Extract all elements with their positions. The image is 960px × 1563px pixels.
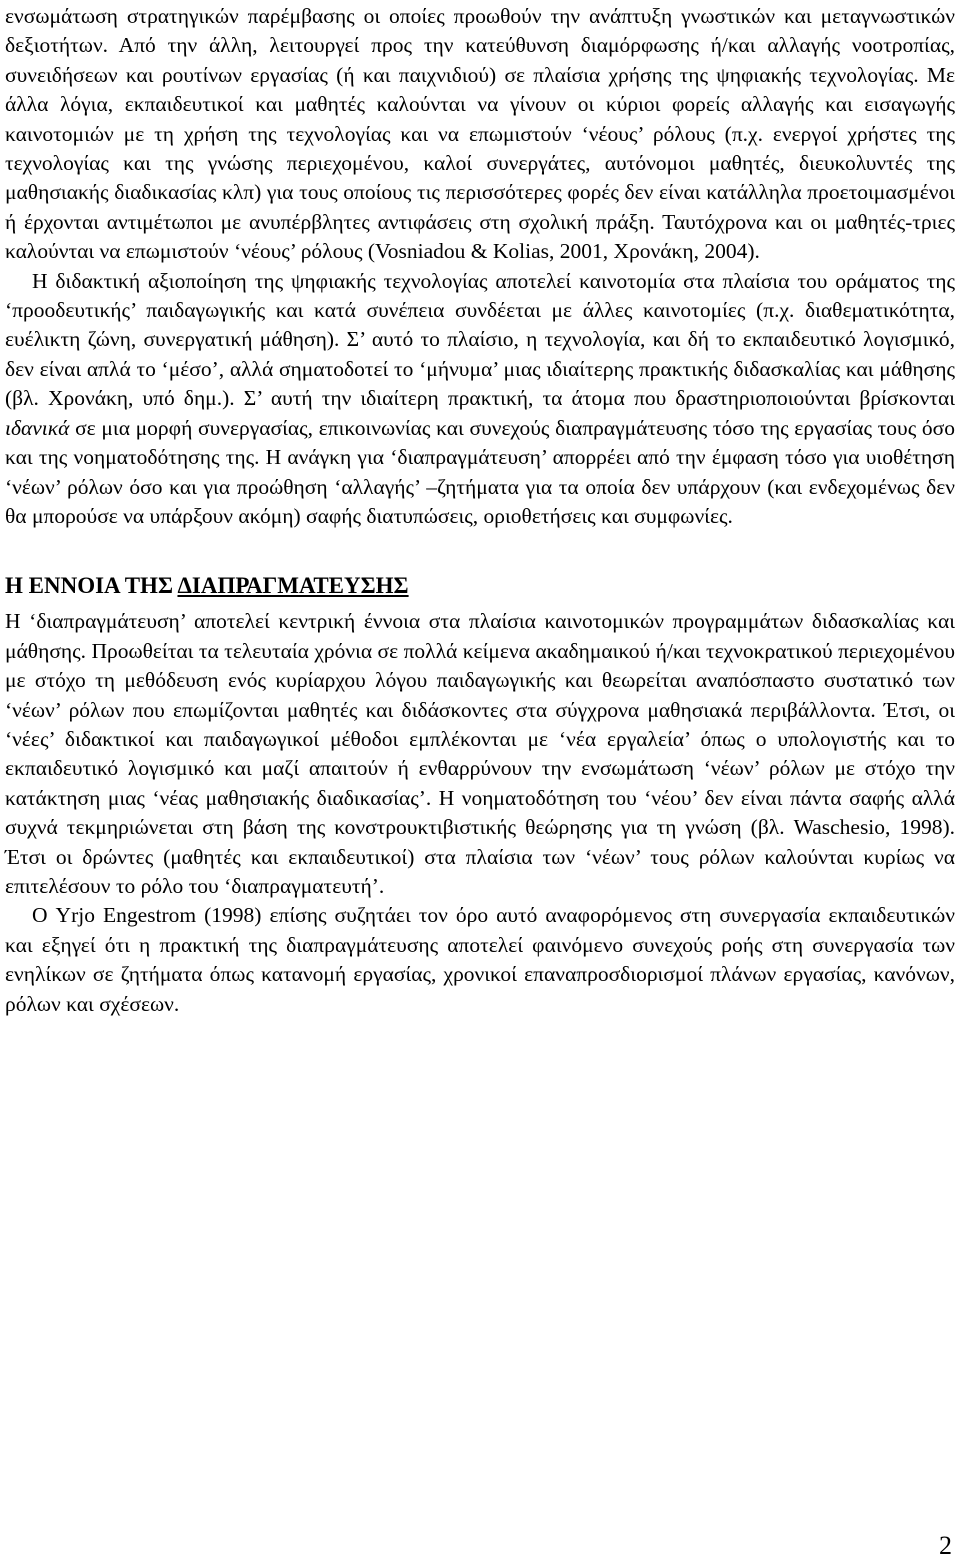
paragraph-negotiation: Η ‘διαπραγμάτευση’ αποτελεί κεντρική έννοια στα πλαίσια καινοτομικών προγραμμάτων διδασκαλίας και μάθησης. Προωθείται τα τελευταία χρόνια σε πολλά κείμενα ακαδημαικού ή/και τεχνοκρατικού περιεχομένου με στόχο τη μεθόδευση ενός κυρίαρχου λόγου παιδαγωγικής και θεωρείται αναπόσπαστο συστατικό των ‘νέων’ ρόλων που επωμίζονται μαθητές και διδάσκοντες στα σύγχρονα μαθησιακά περιβάλλοντα. Έτσι, οι ‘νέες’ διδακτικοί και παιδαγωγικοί μέθοδοι εμπλέκονται με ‘νέα εργαλεία’ όπως ο υπολογιστής και το εκπαιδευτικό λογισμικό και μαζί απαιτούν ή ενθαρρύνουν την ενσωμάτωση ‘νέων’ ρόλων με στόχο την κατάκτηση μιας ‘νέας μαθησιακής διαδικασίας’. Η νοηματοδότηση του ‘νέου’ δεν είναι πάντα σαφής αλλά συχνά τεκμηριώνεται στη βάση της κονστρουκτιβιστικής θεώρησης για τη γνώση (βλ. Waschesio, 1998). Έτσι οι δρώντες (μαθητές και εκπαιδευτικοί) στα πλαίσια των ‘νέων’ τους ρόλων καλούνται κυρίως να επιτελέσουν το ρόλο του ‘διαπραγματευτή’. [5, 609, 955, 898]
page-number: 2 [939, 1531, 952, 1560]
paragraph-continuation: ενσωμάτωση στρατηγικών παρέμβασης οι οποίες προωθούν την ανάπτυξη γνωστικών και μεταγνωστικών δεξιοτήτων. Από την άλλη, λειτουργεί προς την κατεύθυνση διαμόρφωσης ή/και αλλαγής νοοτροπίας, συνειδήσεων και ρουτίνων εργασίας (ή και παιχνιδιού) σε πλαίσια χρήσης της ψηφιακής τεχνολογίας. Με άλλα λόγια, εκπαιδευτικοί και μαθητές καλούνται να γίνουν οι κύριοι φορείς αλλαγής και εισαγωγής καινοτομιών με τη χρήση της τεχνολογίας και να επωμιστούν ‘νέους’ ρόλους (π.χ. ενεργοί χρήστες της τεχνολογίας και της γνώσης περιεχομένου, καλοί συνεργάτες, αυτόνομοι μαθητές, διευκολυντές της μαθησιακής διαδικασίας κλπ) για τους οποίους τις περισσότερες φορές δεν είναι κατάλληλα προετοιμασμένοι ή έρχονται αντιμέτωποι με ανυπέρβλητες αντιφάσεις στη σχολική πράξη. Ταυτόχρονα και οι μαθητές-τριες καλούνται να επωμιστούν ‘νέους’ ρόλους (Vosniadou & Kolias, 2001, Χρονάκη, 2004). [5, 4, 955, 264]
paragraph-text: σε μια μορφή συνεργασίας, επικοινωνίας και συνεχούς διαπραγμάτευσης τόσο της εργασίας τους όσο και της νοηματοδότησης της. Η ανάγκη για ‘διαπραγμάτευση’ απορρέει από την έμφαση τόσο για υιοθέτηση ‘νέων’ ρόλων όσο και για προώθηση ‘αλλαγής’ –ζητήματα για τα οποία δεν υπάρχουν (και ενδεχομένως δεν θα μπορούσε να υπάρξουν ακόμη) σαφής διατυπώσεις, οριοθετήσεις και συμφωνίες. [5, 415, 955, 528]
document-page [0, 2, 960, 1563]
section-heading-prefix: Η ΕΝΝΟΙΑ ΤΗΣ [5, 573, 178, 599]
paragraph-text: Η διδακτική αξιοποίηση της ψηφιακής τεχνολογίας αποτελεί καινοτομία στα πλαίσια του οράματος της ‘προοδευτικής’ παιδαγωγικής και κατά συνέπεια συνδέεται με άλλες καινοτομίες (π.χ. διαθεματικότητα, ευέλικτη ζώνη, συνεργατική μάθηση). Σ’ αυτό το πλαίσιο, η τεχνολογία, και δή το εκπαιδευτικό λογισμικό, δεν είναι απλά το ‘μέσο’, αλλά σηματοδοτεί το ‘μήνυμα’ μιας ιδιαίτερης πρακτικής διδασκαλίας και μάθησης (βλ. Χρονάκη, υπό δημ.). Σ’ αυτή την ιδιαίτερη πρακτική, τα άτομα που δραστηριοποιούνται βρίσκονται [5, 268, 955, 411]
paragraph-digital-technology [5, 267, 955, 532]
section-heading [5, 571, 955, 601]
italic-word: ιδανικά [5, 415, 70, 440]
paragraph-engestrom: Ο Yrjo Engestrom (1998) επίσης συζητάει τον όρο αυτό αναφορόμενος στη συνεργασία εκπαιδευτικών και εξηγεί ότι η πρακτική της διαπραγμάτευσης αποτελεί φαινόμενο συνεχούς ροής στη συνεργασία των ενηλίκων σε ζητήματα όπως κατανομή εργασίας, χρονικοί επαναπροσδιορισμοί πλάνων εργασίας, κανόνων, ρόλων και σχέσεων. [5, 903, 955, 1016]
section-heading-underlined: ΔΙΑΠΡΑΓΜΑΤΕΥΣΗΣ [177, 573, 409, 599]
